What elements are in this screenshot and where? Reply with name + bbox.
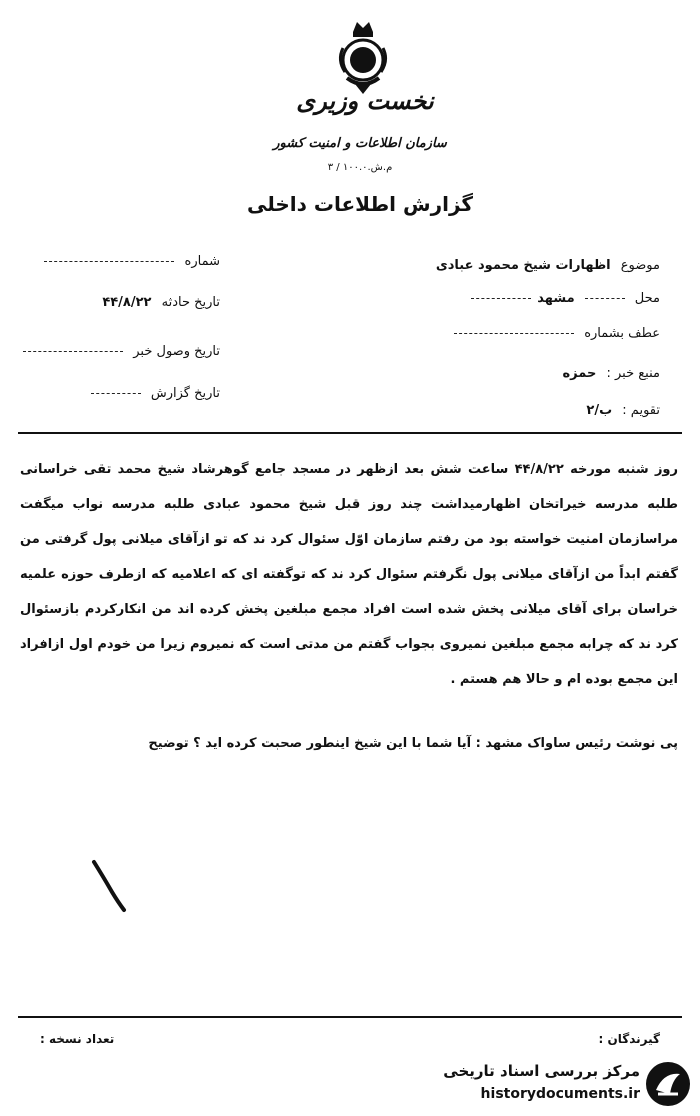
field-source: [562, 366, 660, 381]
source-label: منبع خبر :: [606, 366, 660, 381]
pursuant-label: عطف بشماره: [584, 326, 660, 341]
recipients-label: گیرندگان :: [598, 1032, 660, 1046]
event-date-value: ۴۴/۸/۲۲: [102, 295, 152, 310]
watermark-persian: مرکز بررسی اسناد تاریخی: [443, 1062, 640, 1080]
number-label: شماره: [184, 254, 220, 269]
event-date-label: تاریخ حادثه: [161, 295, 220, 310]
organization-name: سازمان اطلاعات و امنیت کشور: [273, 136, 447, 151]
subject-label: موضوع: [620, 258, 660, 273]
watermark: [418, 1058, 694, 1112]
footer-divider: [18, 1016, 682, 1018]
receipt-date-label: تاریخ وصول خبر: [133, 344, 220, 359]
handwritten-mark-icon: [90, 858, 130, 914]
handwritten-question: پی نوشت رئیس ساواک مشهد : آیا شما با این شیخ اینطور صحبت کرده اید ؟ توضیح: [148, 736, 678, 751]
reference-code: م.ش.۱۰۰.۰ / ۳: [327, 162, 393, 173]
field-report-date: [87, 386, 220, 401]
field-pursuant: [450, 326, 660, 341]
place-label: محل: [634, 291, 660, 306]
ministry-title: نخست وزیری: [296, 86, 434, 115]
place-value: مشهد: [537, 291, 575, 306]
field-event-date: [102, 295, 220, 310]
rating-label: تقویم :: [622, 403, 660, 418]
document-title: گزارش اطلاعات داخلی: [246, 192, 474, 216]
rating-value: ب/۲: [586, 403, 613, 418]
report-body: روز شنبه مورخه ۴۴/۸/۲۲ ساعت شش بعد ازظهر در مسجد جامع گوهرشاد شیخ محمد تقی خراسانی طلبه مدرسه خیراتخان اظهارمیداشت چند روز قبل شیخ محمود عبادی طلبه مدرسه نواب میگفت مراسازمان امنیت خواسته بود من رفتم سازمان اوّل سئوال کرد ند که تو ازآقای میلانی پول گرفتی من گفتم ابداً من ازآقای میلانی پول نگرفتم سئوال کرد ند که توگفته ای که اعلامیه که ازطرف حوزه علمیه خراسان برای آقای میلانی پخش شده است افراد مجمع مبلغین پخش کرده اند من انکارکردم بازسئوال کرد ند که چرابه مجمع مبلغین نمیروی بجواب گفتم من مدتی است که نمیروم زیرا من خودم اول ازافراد این مجمع بوده ام و حالا هم هستم .: [20, 462, 678, 687]
source-value: حمزه: [562, 366, 597, 381]
field-subject: [436, 258, 660, 273]
copies-label: تعداد نسخه :: [40, 1032, 115, 1046]
archive-logo-icon: [644, 1060, 692, 1108]
field-place: [467, 291, 660, 306]
subject-value: اظهارات شیخ محمود عبادی: [435, 258, 611, 273]
report-date-label: تاریخ گزارش: [150, 386, 220, 401]
field-receipt-date: [19, 344, 220, 359]
watermark-url: historydocuments.ir: [480, 1086, 640, 1102]
field-rating: [586, 403, 660, 418]
header-divider: [18, 432, 682, 434]
field-number: [40, 254, 220, 269]
